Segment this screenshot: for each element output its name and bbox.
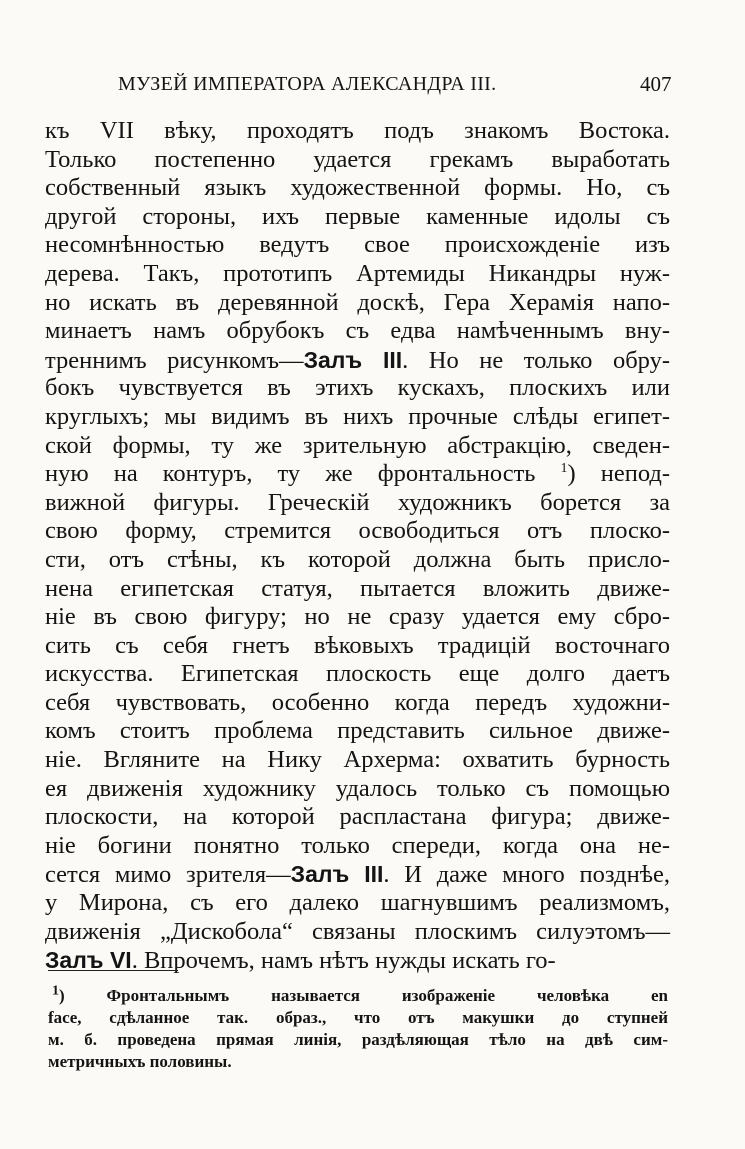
text-line: себя чувствовать, особенно когда передъ художни-: [45, 688, 670, 716]
text-line: плоскости, на которой распластана фигура; движе-: [45, 803, 670, 831]
text-line: вижной фигуры. Греческій художникъ борется за: [45, 488, 670, 516]
hall-reference: Залъ VI: [45, 947, 132, 974]
text-line: минаетъ намъ обрубокъ съ едва намѣченнымъ вну-: [45, 317, 670, 345]
text-segment: . И даже много позднѣе,: [383, 861, 671, 889]
text-segment: сется мимо зрителя—: [45, 861, 291, 889]
text-line: свою форму, стремится освободиться отъ плоско-: [45, 517, 670, 545]
text-line: другой стороны, ихъ первые каменные идолы съ: [45, 202, 670, 230]
footnote-text: ) Фронтальнымъ называется изображеніе человѣка en: [59, 986, 668, 1005]
footnote: [48, 985, 668, 1073]
running-head-title: МУЗЕЙ ИМПЕРАТОРА АЛЕКСАНДРА III.: [118, 73, 497, 95]
text-segment: треннимъ рисункомъ—: [45, 346, 304, 374]
text-line: бокъ чувствуется въ этихъ кускахъ, плоскихъ или: [45, 374, 670, 402]
text-segment: Впрочемъ, намъ нѣтъ нужды искать го-: [143, 947, 556, 975]
text-line: круглыхъ; мы видимъ въ нихъ прочные слѣды египет-: [45, 402, 670, 430]
text-segment: ) непод-: [567, 460, 670, 488]
hall-reference: Залъ III: [303, 346, 403, 373]
page-number: 407: [640, 72, 672, 96]
footnote-marker: 1: [52, 983, 59, 999]
text-line: нена египетская статуя, пытается вложить движе-: [45, 574, 670, 602]
text-line: искусства. Египетская плоскость еще долго даетъ: [45, 660, 670, 688]
footnote-line: face, сдѣланное так. образ., что отъ макушки до ступней: [48, 1008, 668, 1027]
text-line: къ VII вѣку, проходятъ подъ знакомъ Востока.: [45, 117, 670, 144]
text-line: ея движенія художнику удалось только съ помощью: [45, 774, 670, 802]
text-line: но искать въ деревянной доскѣ, Гера Херамія напо-: [45, 288, 670, 316]
text-line: [45, 460, 670, 489]
text-line: несомнѣнностью ведутъ свое происхожденіе изъ: [45, 231, 670, 259]
text-line: собственный языкъ художественной формы. Но, съ: [45, 174, 670, 202]
text-line: Только постепенно удается грекамъ выработать: [45, 145, 670, 173]
text-line: у Мирона, съ его далеко шагнувшимъ реализмомъ,: [45, 889, 670, 917]
hall-reference: Залъ III: [290, 861, 384, 888]
text-line: [45, 860, 670, 889]
text-line: ніе. Вгляните на Нику Архерма: охватить бурность: [45, 746, 670, 774]
footnote-marker: 1: [560, 460, 568, 476]
text-line: комъ стоитъ проблема представить сильное движе-: [45, 717, 670, 745]
text-line: ніе богини понятно только спереди, когда она не-: [45, 831, 670, 859]
footnote-line: [48, 985, 668, 1007]
text-segment: .: [131, 947, 138, 975]
text-line: сить съ себя гнетъ вѣковыхъ традицій восточнаго: [45, 631, 670, 659]
text-segment: . Но не только обру-: [402, 346, 670, 374]
main-text: [45, 117, 670, 975]
footnote-line: метричныхъ половины.: [48, 1052, 232, 1071]
footnote-divider: [48, 970, 178, 971]
text-segment: ную на контуръ, ту же фронтальность: [45, 460, 536, 488]
text-line: ніе въ свою фигуру; но не сразу удается ему сбро-: [45, 603, 670, 631]
text-line: движенія „Дискобола“ связаны плоскимъ силуэтомъ—: [45, 917, 670, 945]
text-line: дерева. Такъ, прототипъ Артемиды Никандры нуж-: [45, 259, 670, 287]
text-line: сти, отъ стѣны, къ которой должна быть прислo-: [45, 545, 670, 573]
text-line: [45, 346, 670, 375]
footnote-line: м. б. проведена прямая линія, раздѣляющая тѣло на двѣ сим-: [48, 1030, 668, 1049]
text-line: ской формы, ту же зрительную абстракцію, сведен-: [45, 431, 670, 459]
